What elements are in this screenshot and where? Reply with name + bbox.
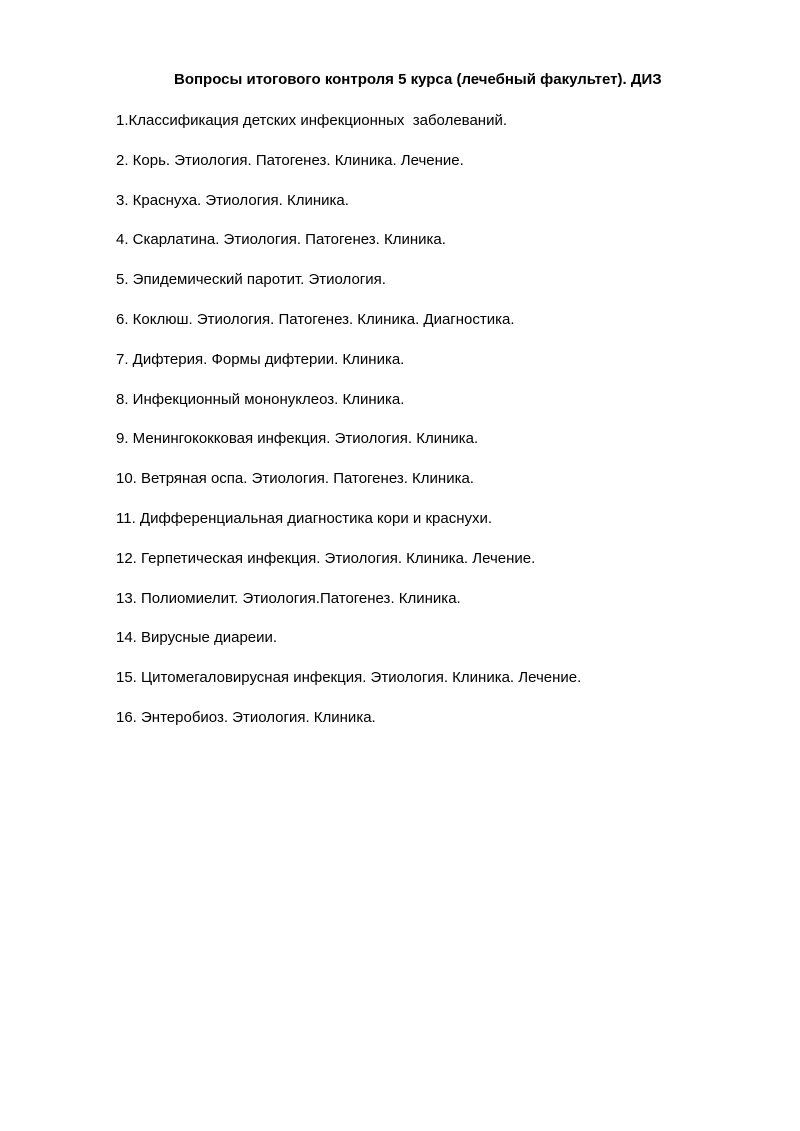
question-item: 10. Ветряная оспа. Этиология. Патогенез. Клиника. bbox=[116, 470, 474, 488]
document-title: Вопросы итогового контроля 5 курса (лечебный факультет). ДИЗ bbox=[174, 71, 662, 88]
question-item: 4. Скарлатина. Этиология. Патогенез. Клиника. bbox=[116, 231, 446, 249]
question-list bbox=[116, 111, 756, 748]
question-item: 16. Энтеробиоз. Этиология. Клиника. bbox=[116, 708, 376, 726]
question-item: 8. Инфекционный мононуклеоз. Клиника. bbox=[116, 390, 405, 408]
question-item: 13. Полиомиелит. Этиология.Патогенез. Клиника. bbox=[116, 589, 461, 607]
question-item: 3. Краснуха. Этиология. Клиника. bbox=[116, 191, 349, 209]
question-item: 14. Вирусные диареии. bbox=[116, 629, 278, 647]
question-item: 1.Классификация детских инфекционных заболеваний. bbox=[116, 112, 508, 129]
question-item: 15. Цитомегаловирусная инфекция. Этиология. Клиника. Лечение. bbox=[116, 669, 582, 687]
question-item: 11. Дифференциальная диагностика кори и краснухи. bbox=[116, 509, 493, 527]
question-item: 2. Корь. Этиология. Патогенез. Клиника. Лечение. bbox=[116, 151, 464, 169]
question-item: 7. Дифтерия. Формы дифтерии. Клиника. bbox=[116, 350, 405, 368]
question-item: 6. Коклюш. Этиология. Патогенез. Клиника. Диагностика. bbox=[116, 310, 515, 328]
question-item: 9. Менингококковая инфекция. Этиология. Клиника. bbox=[116, 430, 479, 448]
question-item: 12. Герпетическая инфекция. Этиология. Клиника. Лечение. bbox=[116, 549, 536, 567]
question-item: 5. Эпидемический паротит. Этиология. bbox=[116, 271, 386, 289]
